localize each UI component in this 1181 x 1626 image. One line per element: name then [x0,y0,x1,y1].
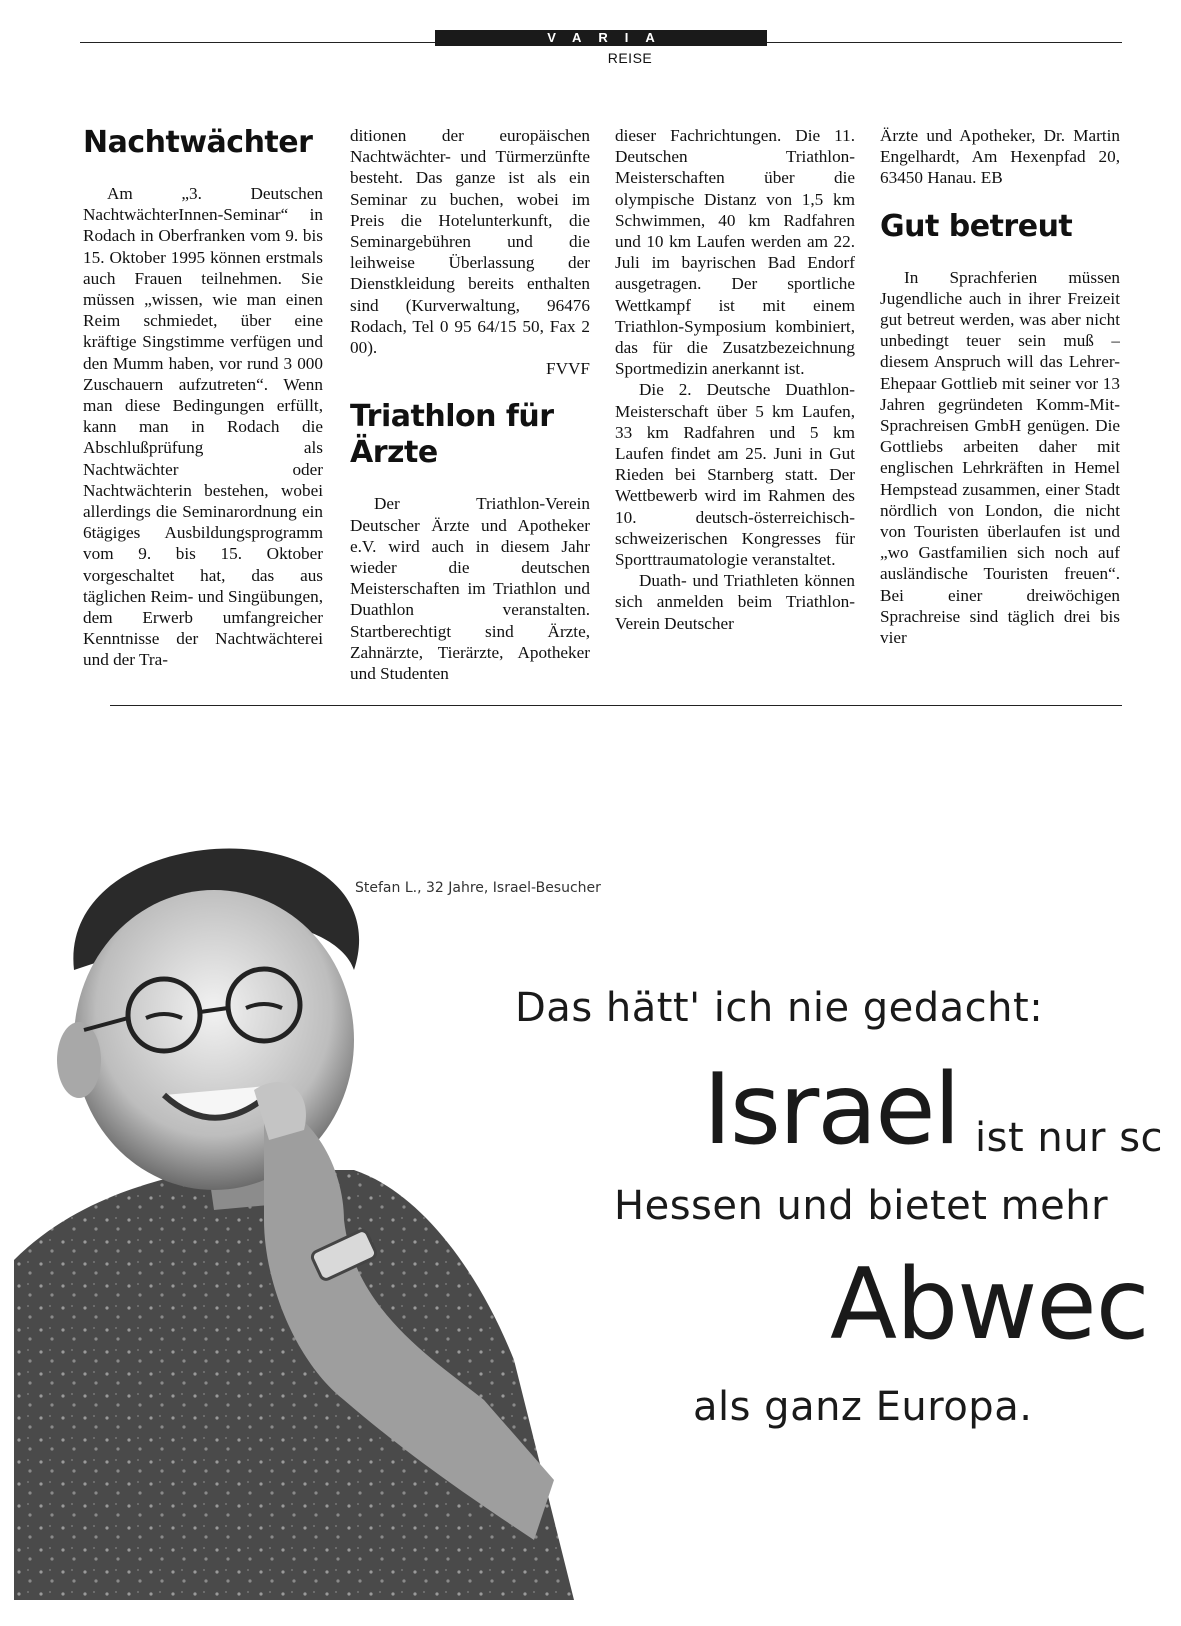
column-1 [83,125,323,695]
article-signature: FVVF [546,359,590,379]
subsection-label: REISE [607,50,653,66]
column-4 [880,125,1120,695]
section-label: VARIA [435,30,767,46]
ad-headline-line: als ganz Europa. [693,1384,1033,1430]
article-title-gut-betreut: Gut betreut [880,208,1073,244]
article-body: Duath- und Triathleten können sich anmelden beim Triathlon-Verein Deutscher [615,571,855,633]
article-body: In Sprachferien müssen Jugendliche auch in ihrer Freizeit gut betreut werden, was aber nicht unbedingt teuer sein muß – diesem Anspruch will das Lehrer-Ehepaar Gottlieb mit seiner vor 13 Jahren gegründeten Komm-Mit-Sprachreisen GmbH genügen. Die Gottliebs arbeiten daher mit englischen Lehrkräften in Hemel Hempstead zusammen, einer Stadt nördlich von London, die nicht von Touristen überlaufen ist und „wo Gastfamilien sich noch auf ausländische Touristen freuen“. Bei einer dreiwöchigen Sprachreise sind täglich drei bis vier [880,267,1120,648]
ad-headline-area [0,960,1165,1480]
article-body: Am „3. Deutschen NachtwächterInnen-Seminar“ in Rodach in Oberfranken vom 9. bis 15. Oktober 1995 können erstmals auch Frauen teilnehmen. Sie müssen „wissen, wie man einen Reim schmiedet, über eine kräftige Singstimme verfügen und den Mumm haben, vor rund 3 000 Zuschauern aufzutreten“. Wenn man diese Bedingungen erfüllt, kann man in Rodach die Abschlußprüfung als Nachtwächter oder Nachtwächterin bestehen, wobei allerdings die Seminarordnung ein 6tägiges Ausbildungsprogramm vom 9. bis 15. Oktober vorgeschaltet hat, das aus täglichen Reim- und Singübungen, dem Erwerb umfangreicher Kenntnisse der Nachtwächterei und der Tra- [83,184,323,670]
ad-headline-line: Hessen und bietet mehr [614,1183,1109,1229]
article-body: Der Triathlon-Verein Deutscher Ärzte und Apotheker e.V. wird auch in diesem Jahr wieder die deutschen Meisterschaften im Triathlon und Duathlon veranstalten. Startberechtigt sind Ärzte, Zahnärzte, Tierärzte, Apotheker und Studenten [350,494,590,684]
article-title-nachtwaechter: Nachtwächter [83,125,313,160]
article-title-triathlon: Triathlon für Ärzte [350,399,554,471]
article-body: Die 2. Deutsche Duathlon-Meisterschaft über 5 km Laufen, 33 km Radfahren und 5 km Laufen findet am 25. Juni in Gut Rieden bei Starnberg statt. Der Wettbewerb wird im Rahmen des 10. deutsch-österreichisch-schweizerischen Kongresses für Sporttraumatologie veranstaltet. [615,380,855,570]
article-body [880,125,1120,189]
article-body: ditionen der europäischen Nachtwächter- und Türmerzünfte besteht. Das ganze ist als ein Seminar zu buchen, wobei im Preis die Hotelunterkunft, die Seminargebühren und die leihweise Überlassung der Dienstkleidung bereits enthalten sind (Kurverwaltung, 96476 Rodach, Tel 0 95 64/15 50, Fax 2 00). [350,126,590,358]
ad-headline-israel: Israel [703,1053,959,1167]
ad-caption: Stefan L., 32 Jahre, Israel-Besucher [355,880,601,896]
article-signature: EB [980,168,1003,188]
article-body-text: Ärzte und Apotheker, Dr. Martin Engelhardt, Am Hexenpfad 20, 63450 Hanau. [880,126,1120,188]
ad-headline-line: Das hätt' ich nie gedacht: [515,985,1044,1031]
column-3 [615,125,855,695]
article-body: dieser Fachrichtungen. Die 11. Deutschen Triathlon-Meisterschaften über die olympische Distanz von 1,5 km Schwimmen, 40 km Radfahren und 10 km Laufen werden am 22. Juli im bayrischen Bad Endorf ausgetragen. Der sportliche Wettkampf ist mit einem Triathlon-Symposium kombiniert, das für die Zusatzbezeichnung Sportmedizin anerkannt ist. [615,126,855,379]
ad-headline-line: ist nur sc [975,1115,1164,1161]
footer-rule [110,705,1122,706]
column-2 [350,125,590,695]
ad-headline-abwechslung: Abwec [830,1248,1149,1362]
